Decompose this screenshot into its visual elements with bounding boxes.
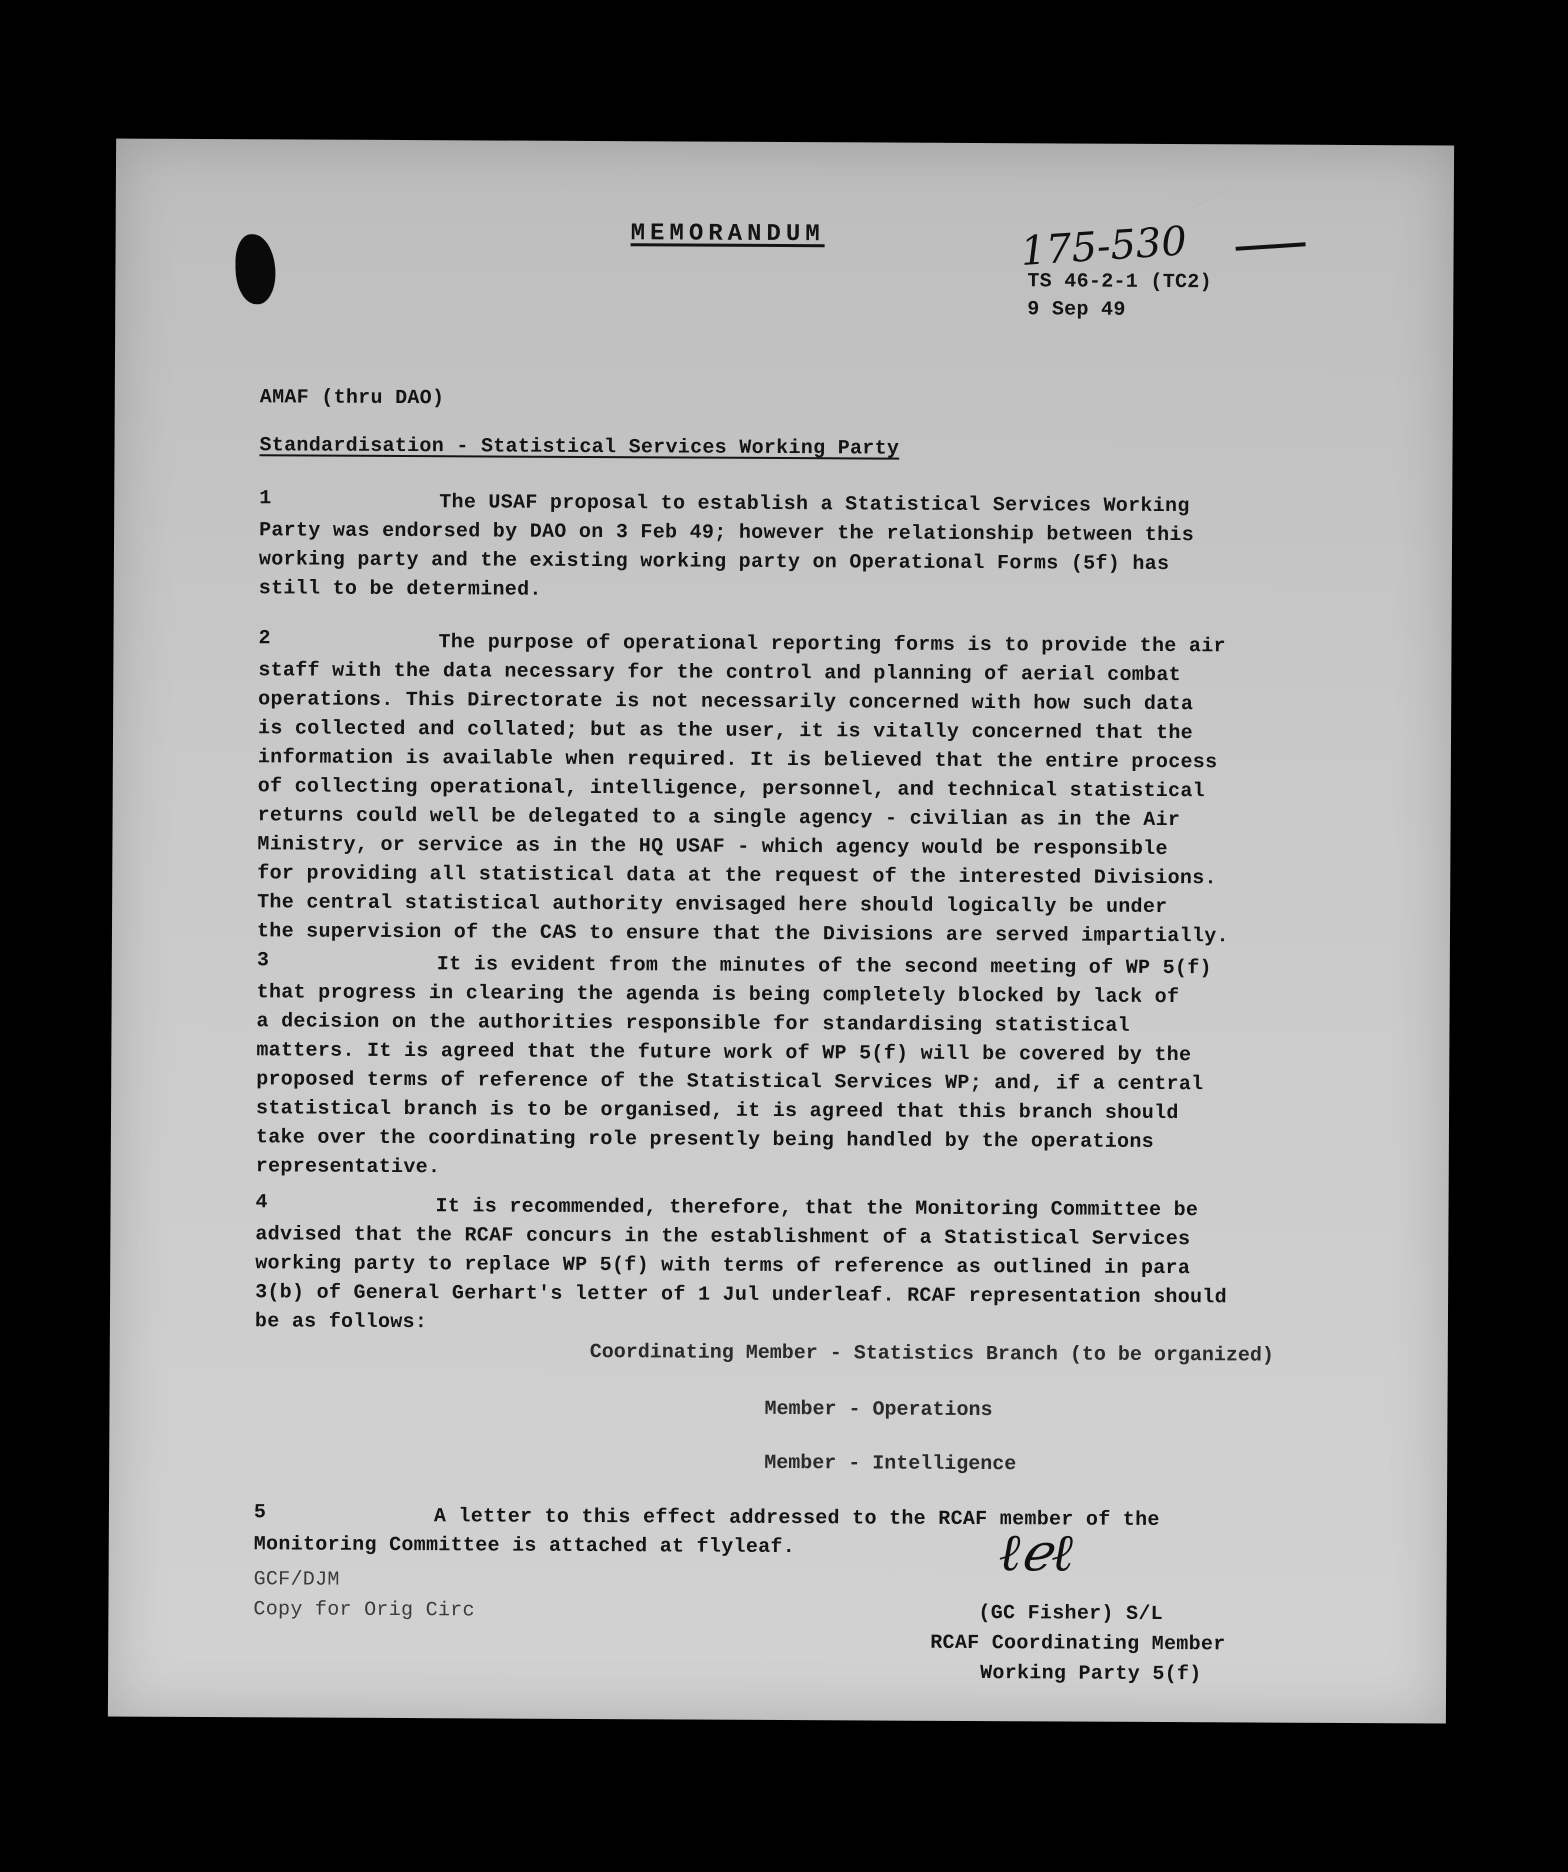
- paragraph-3: [256, 949, 1387, 1187]
- signatory-name: (GC Fisher) S/L: [978, 1602, 1164, 1627]
- paragraph-line: A letter to this effect addressed to the RCAF member of the: [433, 1505, 1160, 1532]
- paragraph-line: of collecting operational, intelligence, personnel, and technical statistical: [257, 775, 1206, 804]
- paragraph-line: returns could well be delegated to a single agency - civilian as in the Air: [257, 804, 1181, 833]
- paragraph-line: for providing all statistical data at the request of the interested Divisions.: [257, 862, 1217, 891]
- paragraph-2: [257, 627, 1389, 952]
- handwritten-file-number: 175-530: [1019, 218, 1189, 275]
- paragraph-1: [259, 487, 1390, 609]
- handwritten-dash: [1236, 242, 1306, 251]
- addressee: AMAF (thru DAO): [259, 386, 445, 411]
- paragraph-line: matters. It is agreed that the future work of WP 5(f) will be covered by the: [256, 1039, 1192, 1068]
- paragraph-number: 3: [256, 949, 269, 973]
- paragraph-line: It is evident from the minutes of the second meeting of WP 5(f): [436, 953, 1212, 981]
- paragraph-line: is collected and collated; but as the user, it is vitally concerned that the: [257, 717, 1194, 746]
- paragraph-line: The central statistical authority envisaged here should logically be under: [257, 891, 1168, 920]
- signatory-title: RCAF Coordinating Member: [930, 1631, 1226, 1657]
- paragraph-line: working party to replace WP 5(f) with terms of reference as outlined in para: [255, 1252, 1191, 1281]
- paragraph-line: information is available when required. It is believed that the entire process: [257, 746, 1218, 775]
- handwritten-signature: ℓℯℓ: [998, 1523, 1073, 1584]
- signatory-title: Working Party 5(f): [980, 1662, 1202, 1687]
- ink-blot: [235, 234, 275, 304]
- paragraph-number: 4: [255, 1191, 268, 1215]
- paragraph-line: operations. This Directorate is not necessarily concerned with how such data: [258, 688, 1194, 717]
- paragraph-line: The USAF proposal to establish a Statistical Services Working: [439, 491, 1190, 519]
- paragraph-line: Ministry, or service as in the HQ USAF - which agency would be responsible: [257, 833, 1168, 862]
- member-operations: Member - Operations: [764, 1397, 993, 1423]
- paragraph-line: that progress in clearing the agenda is being completely blocked by lack of: [256, 981, 1180, 1010]
- paragraph-line: staff with the data necessary for the control and planning of aerial combat: [258, 659, 1182, 688]
- member-intelligence: Member - Intelligence: [764, 1451, 1017, 1477]
- paragraph-line: The purpose of operational reporting forms is to provide the air: [438, 631, 1226, 659]
- paragraph-line: still to be determined.: [258, 577, 542, 602]
- paragraph-line: a decision on the authorities responsible for standardising statistical: [256, 1010, 1131, 1038]
- paragraph-line: representative.: [255, 1155, 441, 1180]
- memo-page: [108, 139, 1454, 1724]
- paragraph-line: 3(b) of General Gerhart's letter of 1 Jul underleaf. RCAF representation should: [255, 1281, 1228, 1310]
- paragraph-line: be as follows:: [254, 1310, 428, 1335]
- member-coordinating: Coordinating Member - Statistics Branch (to be organized): [589, 1341, 1274, 1368]
- subject-line: Standardisation - Statistical Services Working Party: [259, 434, 900, 461]
- paragraph-line: working party and the existing working party on Operational Forms (5f) has: [258, 548, 1170, 577]
- paragraph-line: take over the coordinating role presently being handled by the operations: [255, 1126, 1155, 1154]
- copy-distribution: Copy for Orig Circ: [253, 1598, 475, 1623]
- paragraph-line: advised that the RCAF concurs in the establishment of a Statistical Services: [255, 1223, 1191, 1252]
- paragraph-line: proposed terms of reference of the Statistical Services WP; and, if a central: [256, 1068, 1204, 1097]
- paragraph-line: statistical branch is to be organised, it is agreed that this branch should: [256, 1097, 1179, 1126]
- paragraph-line: Monitoring Committee is attached at flyleaf.: [253, 1533, 796, 1560]
- paragraph-5: [254, 1501, 1384, 1565]
- memo-title: MEMORANDUM: [630, 220, 825, 249]
- paragraph-number: 2: [258, 627, 271, 651]
- memo-date: 9 Sep 49: [1027, 298, 1126, 322]
- paragraph-line: the supervision of the CAS to ensure that the Divisions are served impartially.: [256, 920, 1229, 949]
- paragraph-line: It is recommended, therefore, that the Monitoring Committee be: [435, 1195, 1199, 1223]
- paragraph-4: [255, 1191, 1386, 1342]
- paragraph-number: 5: [253, 1501, 267, 1525]
- typist-initials: GCF/DJM: [253, 1568, 340, 1592]
- paragraph-line: Party was endorsed by DAO on 3 Feb 49; however the relationship between this: [259, 519, 1195, 548]
- file-reference: TS 46-2-1 (TC2): [1027, 270, 1212, 295]
- pencil-mark: [1188, 184, 1235, 211]
- paragraph-number: 1: [259, 487, 272, 511]
